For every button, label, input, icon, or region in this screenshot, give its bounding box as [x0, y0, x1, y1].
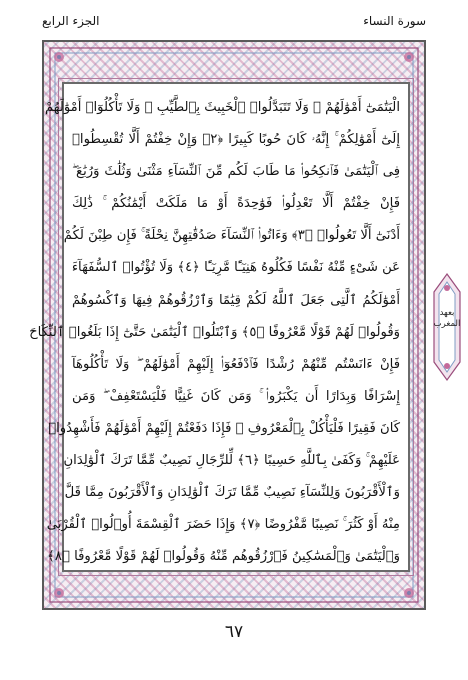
- text-panel: [29, 82, 410, 572]
- verse-line: إِسْرَافًا وَبِدَارًا أَن يَكْبَرُوا۟ ۚ وَمَن كَانَ غَنِيًّا فَلْيَسْتَعْفِفْ ۖ وَمَن: [72, 388, 400, 404]
- verse-line: أَدْنَىٰٓ أَلَّا تَعُولُوا۟ ﴿٣﴾ وَءَاتُوا۟ ٱلنِّسَآءَ صَدُقَٰتِهِنَّ نِحْلَةً ۚ فَإِن طِبْنَ لَكُمْ: [63, 228, 400, 244]
- verse-line: عَلَيْهِمْ ۚ وَكَفَىٰ بِٱللَّهِ حَسِيبًا ﴿٦﴾ لِّلرِّجَالِ نَصِيبٌ مِّمَّا تَرَكَ ٱلْوَٰلِدَانِ: [63, 453, 400, 469]
- verse-lines: [29, 92, 400, 565]
- verse-line: فَإِنْ ءَانَسْتُم مِّنْهُمْ رُشْدًا فَٱدْفَعُوٓا۟ إِلَيْهِمْ أَمْوَٰلَهُمْ ۖ وَلَا تَأْكُلُوهَآ: [72, 356, 400, 372]
- page-header: [42, 12, 426, 36]
- surah-title: سورة النساء: [363, 14, 426, 28]
- juz-title: الجزء الرابع: [42, 14, 100, 28]
- verse-line: الْيَتَٰمَىٰٓ أَمْوَٰلَهُمْ ۖ وَلَا تَتَبَدَّلُوا۟ ٱلْخَبِيثَ بِٱلطَّيِّبِ ۖ وَلَا تَأْكُلُوٓا۟ أَمْوَٰلَهُمْ: [45, 100, 400, 115]
- verse-line: إِلَىٰٓ أَمْوَٰلِكُمْ ۚ إِنَّهُۥ كَانَ حُوبًا كَبِيرًا ﴿٢﴾ وَإِنْ خِفْتُمْ أَلَّا تُقْسِطُوا۟: [72, 132, 400, 148]
- verse-line: أَمْوَٰلَكُمُ ٱلَّتِى جَعَلَ ٱللَّهُ لَكُمْ قِيَٰمًا وَٱرْزُقُوهُمْ فِيهَا وَٱكْسُوهُمْ: [72, 292, 400, 308]
- verse-line: كَانَ فَقِيرًا فَلْيَأْكُلْ بِٱلْمَعْرُوفِ ۚ فَإِذَا دَفَعْتُمْ إِلَيْهِمْ أَمْوَٰلَهُمْ فَأَشْهِدُوا۟: [48, 420, 400, 436]
- verse-line: وَٱلْيَتَٰمَىٰ وَٱلْمَسَٰكِينُ فَٱرْزُقُوهُم مِّنْهُ وَقُولُوا۟ لَهُمْ قَوْلًا مَّعْرُوفًا ﴿٨﴾: [47, 549, 400, 565]
- verse-line: فَإِنْ خِفْتُمْ أَلَّا تَعْدِلُوا۟ فَوَٰحِدَةً أَوْ مَا مَلَكَتْ أَيْمَٰنُكُمْ ۚ ذَٰلِكَ: [72, 196, 400, 212]
- hizb-marker: [430, 272, 464, 382]
- page-number: ٦٧: [224, 622, 244, 642]
- ornamental-frame: [29, 40, 426, 610]
- verse-line: وَقُولُوا۟ لَهُمْ قَوْلًا مَّعْرُوفًا ﴿٥﴾ وَٱبْتَلُوا۟ ٱلْيَتَٰمَىٰ حَتَّىٰٓ إِذَا بَلَغُوا۟ ٱلنِّكَاحَ: [29, 324, 400, 340]
- verse-line: وَٱلْأَقْرَبُونَ وَلِلنِّسَآءِ نَصِيبٌ مِّمَّا تَرَكَ ٱلْوَٰلِدَانِ وَٱلْأَقْرَبُونَ مِمَّا قَلَّ: [64, 485, 400, 501]
- verse-line: فِى ٱلْيَتَٰمَىٰ فَٱنكِحُوا۟ مَا طَابَ لَكُم مِّنَ ٱلنِّسَآءِ مَثْنَىٰ وَثُلَٰثَ وَرُبَٰعَ ۖ: [72, 164, 400, 180]
- hizb-label: بعهد المغرب: [433, 308, 461, 329]
- verse-line: عَن شَىْءٍ مِّنْهُ نَفْسًا فَكُلُوهُ هَنِيٓـًٔا مَّرِيٓـًٔا ﴿٤﴾ وَلَا تُؤْتُوا۟ ٱلسُّفَهَآءَ: [71, 260, 400, 276]
- verse-line: مِنْهُ أَوْ كَثُرَ ۚ نَصِيبًا مَّفْرُوضًا ﴿٧﴾ وَإِذَا حَضَرَ ٱلْقِسْمَةَ أُو۟لُوا۟ ٱلْقُرْبَىٰ: [46, 517, 400, 533]
